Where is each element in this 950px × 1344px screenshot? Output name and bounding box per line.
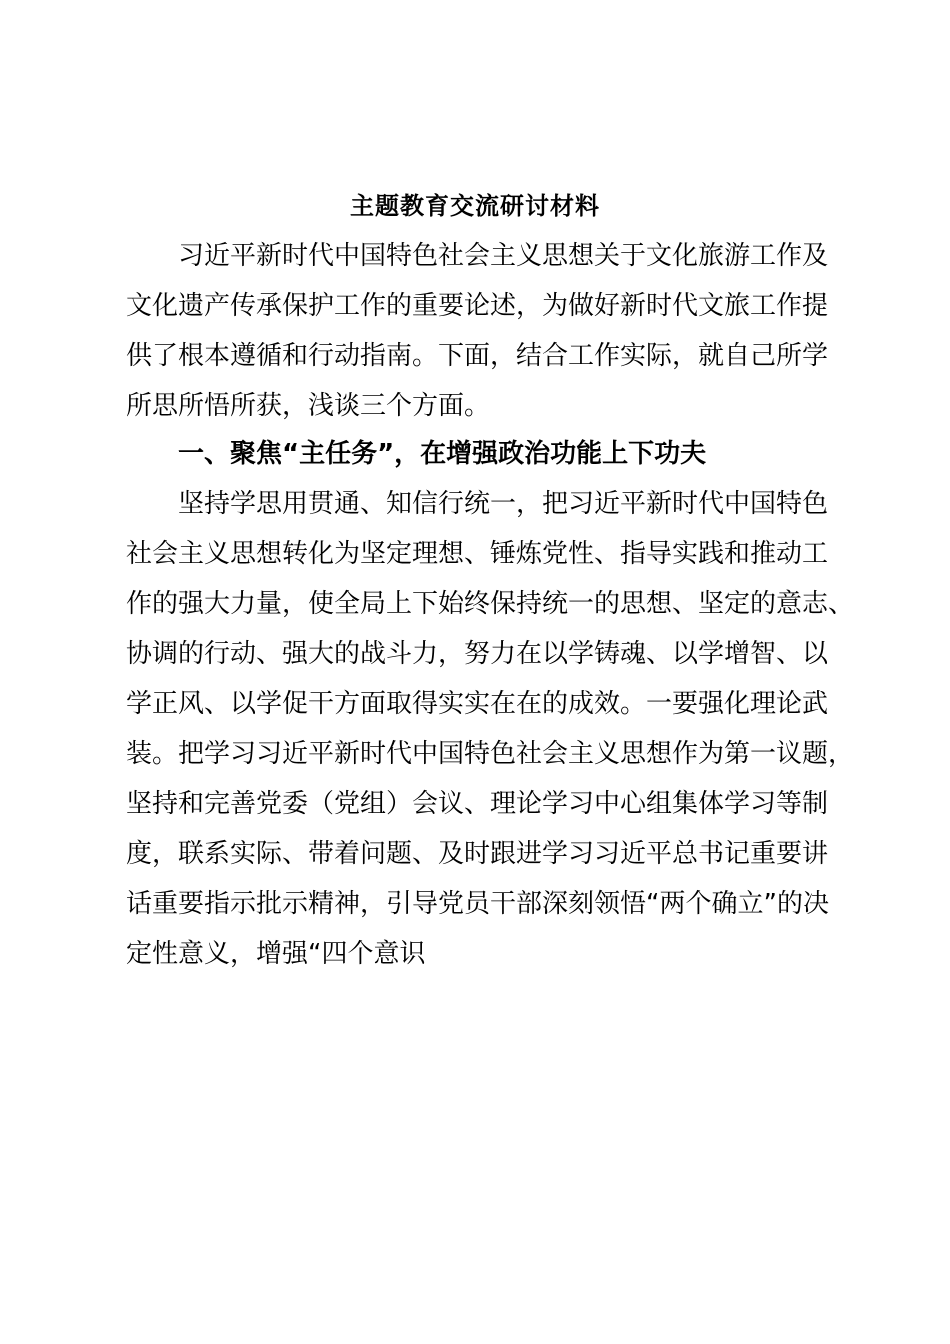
- intro-line: 所思所悟所获，浅谈三个方面。: [126, 391, 491, 421]
- body-line: 定性意义，增强“四个意识: [126, 939, 426, 969]
- body-line: 作的强大力量，使全局上下始终保持统一的思想、坚定的意志、: [126, 589, 855, 619]
- body-line: 协调的行动、强大的战斗力，努力在以学铸魂、以学增智、以: [126, 639, 829, 669]
- intro-line: 文化遗产传承保护工作的重要论述，为做好新时代文旅工作提: [126, 291, 829, 321]
- body-line: 装。把学习习近平新时代中国特色社会主义思想作为第一议题，: [126, 739, 855, 769]
- body-line: 坚持学思用贯通、知信行统一，把习近平新时代中国特色: [178, 489, 829, 519]
- body-line: 度，联系实际、带着问题、及时跟进学习习近平总书记重要讲: [126, 839, 829, 869]
- body-line: 学正风、以学促干方面取得实实在在的成效。一要强化理论武: [126, 689, 829, 719]
- document-title: 主题教育交流研讨材料: [350, 192, 600, 220]
- section-heading: 一、聚焦“主任务”，在增强政治功能上下功夫: [178, 439, 707, 469]
- body-line: 坚持和完善党委（党组）会议、理论学习中心组集体学习等制: [126, 789, 829, 819]
- body-line: 话重要指示批示精神，引导党员干部深刻领悟“两个确立”的决: [126, 889, 829, 919]
- body-line: 社会主义思想转化为坚定理想、锤炼党性、指导实践和推动工: [126, 539, 829, 569]
- intro-line: 习近平新时代中国特色社会主义思想关于文化旅游工作及: [178, 241, 829, 271]
- intro-line: 供了根本遵循和行动指南。下面，结合工作实际，就自己所学: [126, 341, 829, 371]
